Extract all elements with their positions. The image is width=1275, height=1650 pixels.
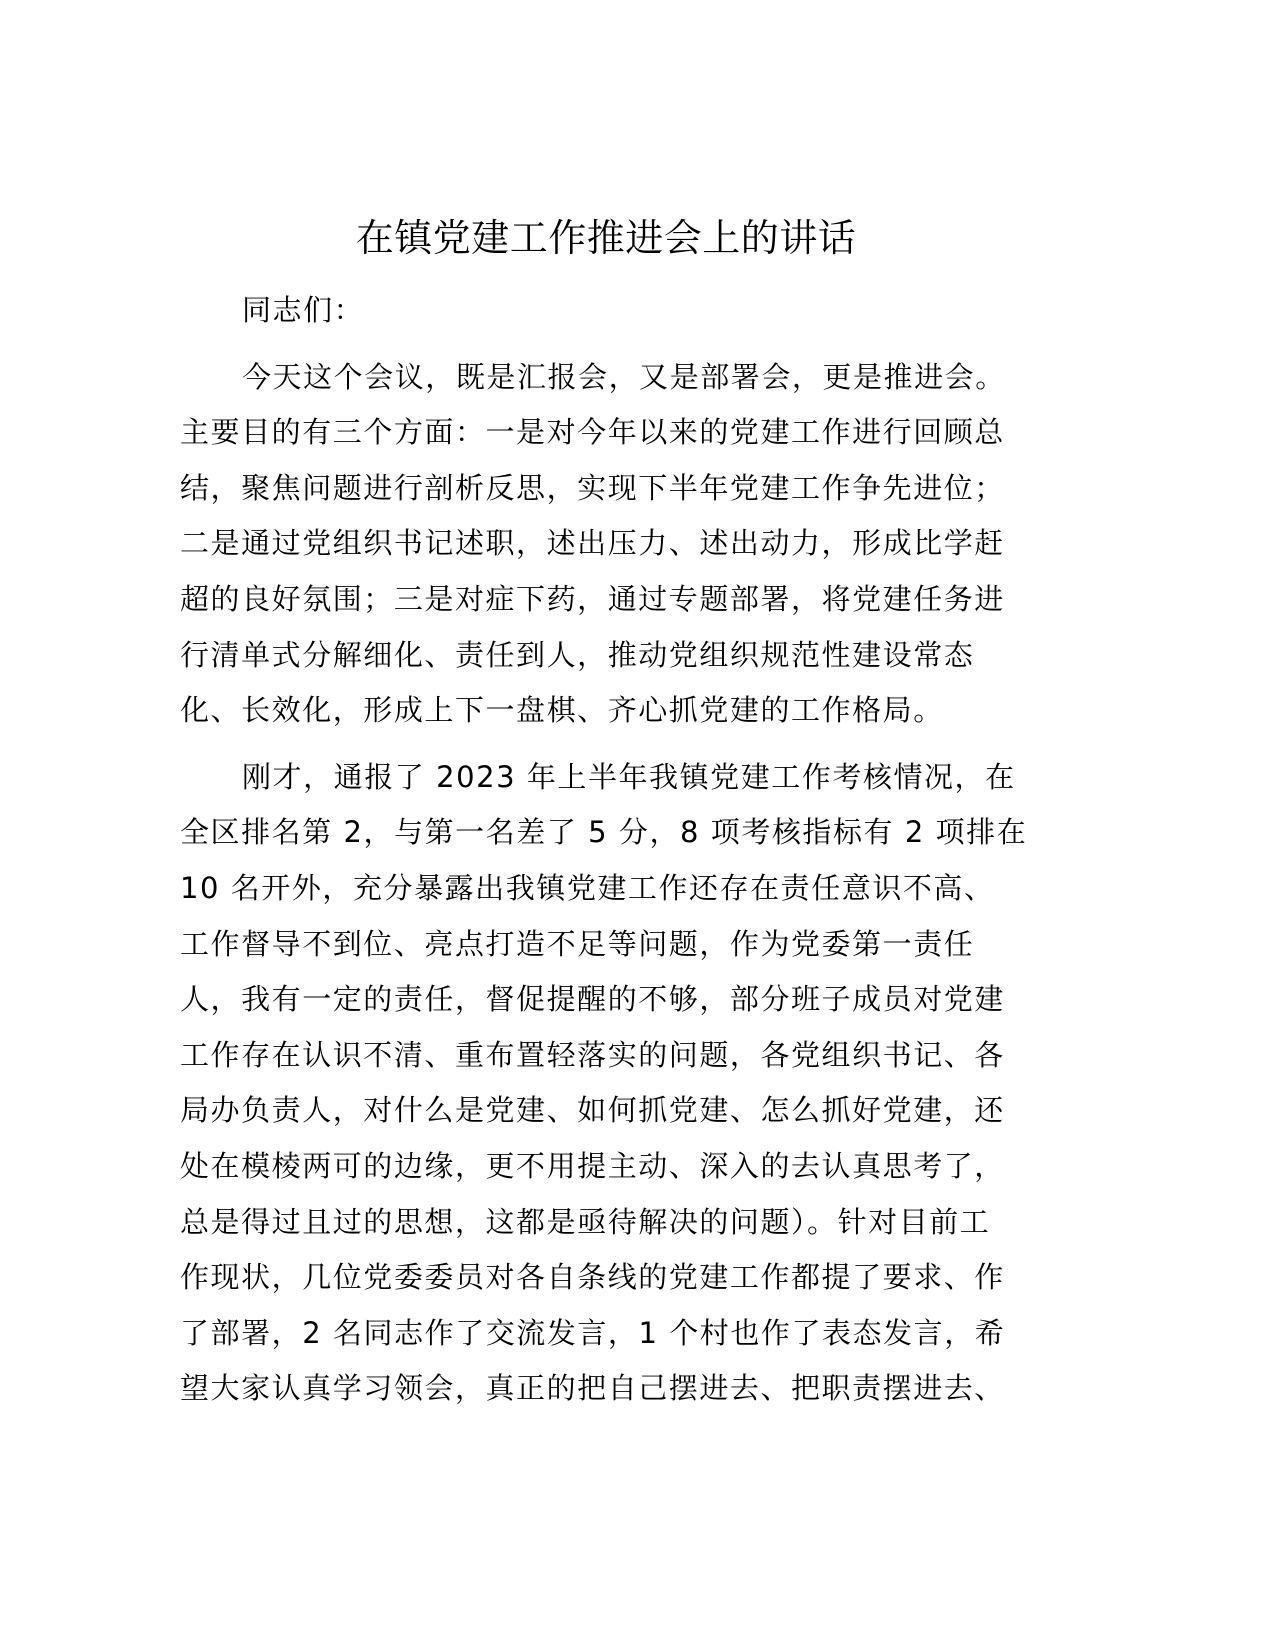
paragraph-line: 超的良好氛围；三是对症下药，通过专题部署，将党建任务进 xyxy=(180,581,1005,616)
paragraph-line: 二是通过党组织书记述职，述出压力、述出动力，形成比学赶 xyxy=(180,526,1005,561)
paragraph-line: 10 名开外，充分暴露出我镇党建工作还存在责任意识不高、 xyxy=(180,870,995,905)
paragraph-line: 总是得过且过的思想，这都是亟待解决的问题）。针对目前工 xyxy=(180,1204,991,1239)
paragraph-line: 人，我有一定的责任，督促提醒的不够，部分班子成员对党建 xyxy=(180,982,1005,1017)
paragraph-line: 了部署，2 名同志作了交流发言，1 个村也作了表态发言，希 xyxy=(180,1315,1006,1350)
paragraph-line: 工作存在认识不清、重布置轻落实的问题，各党组织书记、各 xyxy=(180,1037,1005,1072)
paragraph-line: 行清单式分解细化、责任到人，推动党组织规范性建设常态 xyxy=(180,637,975,672)
document-title: 在镇党建工作推进会上的讲话 xyxy=(355,216,857,260)
paragraph-line: 全区排名第 2，与第一名差了 5 分，8 项考核指标有 2 项排在 xyxy=(180,815,1028,850)
document-body xyxy=(180,283,1036,1428)
paragraph-line: 工作督导不到位、亮点打造不足等问题，作为党委第一责任 xyxy=(180,926,975,961)
paragraph-line: 主要目的有三个方面：一是对今年以来的党建工作进行回顾总 xyxy=(180,415,1005,450)
paragraph-2 xyxy=(180,750,1036,1417)
paragraph-line: 处在模棱两可的边缘，更不用提主动、深入的去认真思考了， xyxy=(180,1148,1005,1183)
paragraph-line: 结，聚焦问题进行剖析反思，实现下半年党建工作争先进位； xyxy=(180,470,1005,505)
paragraph-1 xyxy=(180,350,1036,739)
paragraph-line: 望大家认真学习领会，真正的把自己摆进去、把职责摆进去、 xyxy=(180,1371,1005,1406)
paragraph-line: 作现状，几位党委委员对各自条线的党建工作都提了要求、作 xyxy=(180,1260,1005,1295)
paragraph-line: 化、长效化，形成上下一盘棋、齐心抓党建的工作格局。 xyxy=(180,693,944,728)
salutation: 同志们： xyxy=(242,293,365,327)
paragraph-line: 今天这个会议，既是汇报会，又是部署会，更是推进会。 xyxy=(242,359,1006,394)
paragraph-line: 刚才，通报了 2023 年上半年我镇党建工作考核情况，在 xyxy=(242,759,1016,794)
paragraph-line: 局办负责人，对什么是党建、如何抓党建、怎么抓好党建，还 xyxy=(180,1093,1005,1128)
